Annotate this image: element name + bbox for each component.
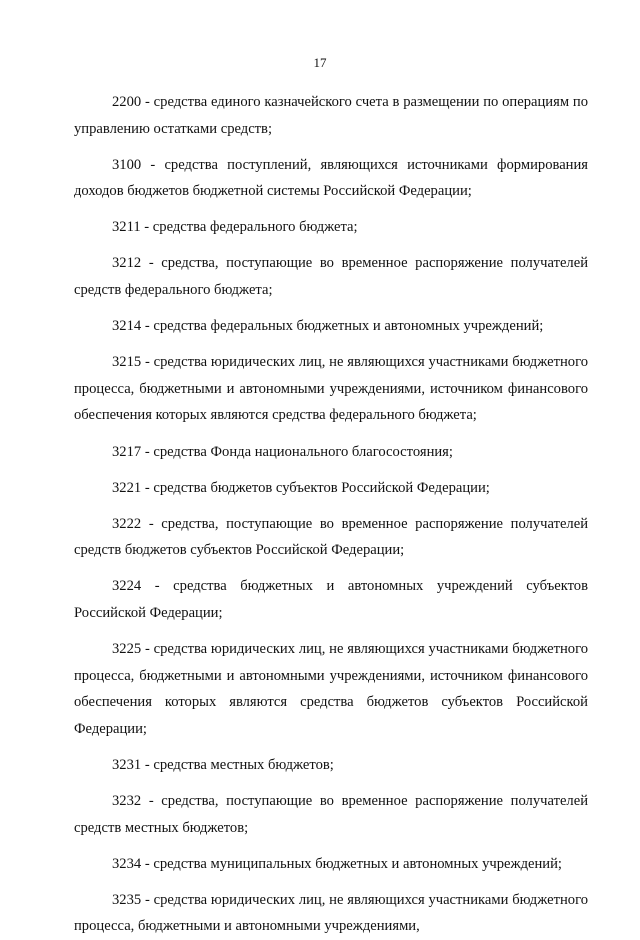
page-number: 17 (313, 55, 327, 70)
paragraph-3212: 3212 - средства, поступающие во временное распоряжение получателей средств федерального бюджета; (74, 255, 588, 299)
paragraph-2200: 2200 - средства единого казначейского счета в размещении по операциям по управлению остатками средств; (74, 94, 588, 137)
paragraph-3221: 3221 - средства бюджетов субъектов Российской Федерации; (112, 479, 490, 496)
paragraph-3231: 3231 - средства местных бюджетов; (112, 756, 334, 773)
paragraph-3222: 3222 - средства, поступающие во временное распоряжение получателей средств бюджетов субъектов Российской Федерации; (74, 515, 588, 559)
paragraph-3217: 3217 - средства Фонда национального благосостояния; (112, 443, 453, 460)
paragraph-3234: 3234 - средства муниципальных бюджетных и автономных учреждений; (112, 855, 562, 872)
paragraph-3215: 3215 - средства юридических лиц, не являющихся участниками бюджетного процесса, бюджетными и автономными учреждениями, источником финансового обеспечения которых являются средства федерального бюджета; (74, 354, 588, 424)
paragraph-3232: 3232 - средства, поступающие во временное распоряжение получателей средств местных бюджетов; (74, 793, 588, 836)
document-body (74, 89, 588, 940)
paragraph-3214: 3214 - средства федеральных бюджетных и автономных учреждений; (112, 318, 544, 335)
paragraph-3225: 3225 - средства юридических лиц, не являющихся участниками бюджетного процесса, бюджетными и автономными учреждениями, источником финансового обеспечения которых являются средства бюджетов субъектов Российской Федерации; (74, 641, 588, 737)
paragraph-3100: 3100 - средства поступлений, являющихся источниками формирования доходов бюджетов бюджетной системы Российской Федерации; (74, 156, 588, 200)
paragraph-3211: 3211 - средства федерального бюджета; (112, 219, 358, 236)
paragraph-3235: 3235 - средства юридических лиц, не являющихся участниками бюджетного процесса, бюджетными и автономными учреждениями, (74, 891, 588, 935)
paragraph-3224: 3224 - средства бюджетных и автономных учреждений субъектов Российской Федерации; (74, 578, 588, 621)
